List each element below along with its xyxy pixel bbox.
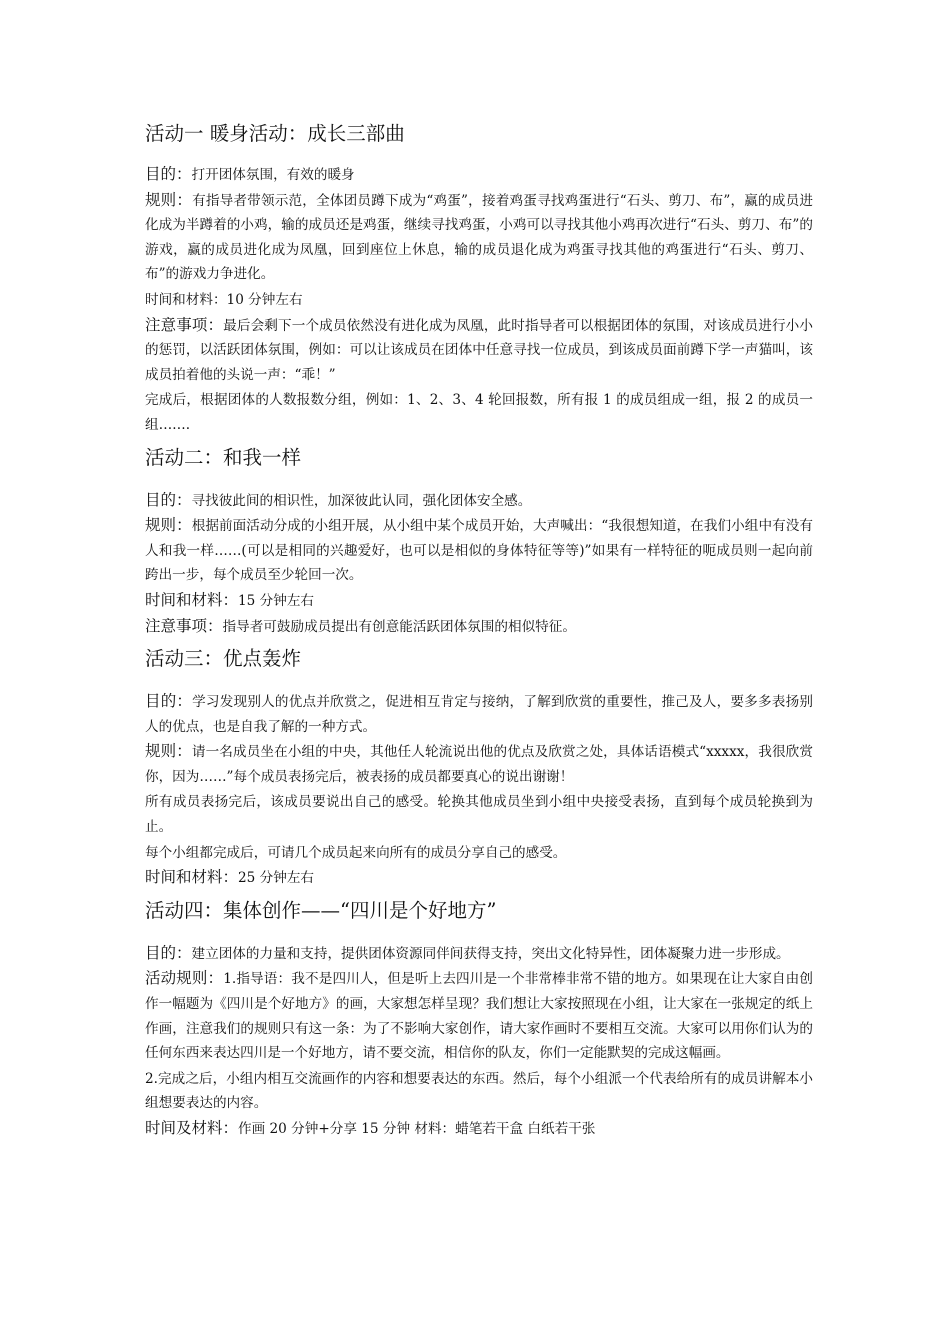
activity-4-title: 活动四：集体创作——“四川是个好地方”: [145, 898, 497, 922]
text: 学习发现别人的优点并欣赏之，促进相互肯定与接纳，了解到欣赏的重要性，推己及人，要多多表扬别人的优点，也是自我了解的一种方式。: [145, 694, 813, 735]
label: 规则：: [145, 516, 192, 535]
activity-2-time: [145, 588, 813, 614]
activity-2-title: 活动二：和我一样: [145, 445, 302, 469]
activity-2-rules: [145, 513, 813, 588]
text: 指导者可鼓励成员提出有创意能活跃团体氛围的相似特征。: [222, 618, 576, 635]
activity-3-share: [145, 840, 813, 866]
activity-3-time: [145, 865, 813, 891]
text: 完成后，根据团体的人数报数分组，例如：1、2、3、4 轮回报数，所有报 1 的成员组成一组，报 2 的成员一组…….: [145, 392, 813, 433]
text: 1.指导语：我不是四川人，但是听上去四川是一个非常棒非常不错的地方。如果现在让大家自由创作一幅题为《四川是个好地方》的画，大家想怎样呈现？我们想让大家按照现在小组，让大家在一张规定的纸上作画，注意我们的规则只有这一条：为了不影响大家创作，请大家作画时不要相互交流。大家可以用你们认为的任何东西来表达四川是一个好地方，请不要交流，相信你的队友，你们一定能默契的完成这幅画。: [145, 971, 813, 1062]
document-body: [145, 120, 813, 1142]
text: 15 分钟左右: [238, 592, 315, 609]
text: 寻找彼此间的相识性，加深彼此认同，强化团体安全感。: [191, 492, 532, 509]
activity-1-purpose: [145, 162, 813, 188]
text: 每个小组都完成后，可请几个成员起来向所有的成员分享自己的感受。: [145, 844, 567, 861]
text: 所有成员表扬完后，该成员要说出自己的感受。轮换其他成员坐到小组中央接受表扬，直到每个成员轮换到为止。: [145, 794, 813, 836]
activity-1-notes: [145, 313, 813, 388]
label: 规则：: [145, 190, 193, 209]
activity-4-purpose: [145, 941, 813, 967]
label: 目的：: [145, 943, 192, 962]
activity-1-after: [145, 387, 813, 437]
text: 2.完成之后，小组内相互交流画作的内容和想要表达的东西。然后，每个小组派一个代表给所有的成员讲解本小组想要表达的内容。: [145, 1070, 813, 1112]
text: 有指导者带领示范，全体团员蹲下成为“鸡蛋”，接着鸡蛋寻找鸡蛋进行“石头、剪刀、布”，赢的成员进化成为半蹲着的小鸡，输的成员还是鸡蛋，继续寻找鸡蛋，小鸡可以寻找其他小鸡再次进行“石头、剪刀、布”的游戏，赢的成员进化成为凤凰，回到座位上休息，输的成员退化成为鸡蛋寻找其他的鸡蛋进行“石头、剪刀、布”的游戏力争进化。: [145, 192, 813, 283]
text: 请一名成员坐在小组的中央，其他任人轮流说出他的优点及欣赏之处，具体话语模式“xxxxx，我很欣赏你，因为……”每个成员表扬完后，被表扬的成员都要真心的说出谢谢！: [145, 744, 813, 785]
label: 活动规则：: [145, 969, 224, 988]
text: 25 分钟左右: [238, 870, 315, 887]
activity-2-notes: [145, 614, 813, 640]
text: 最后会剩下一个成员依然没有进化成为凤凰，此时指导者可以根据团体的氛围，对该成员进行小小的惩罚，以活跃团体氛围，例如：可以让该成员在团体中任意寻找一位成员，到该成员面前蹲下学一声猫叫，该成员拍着他的头说一声：“乖！”: [145, 317, 813, 383]
label: 目的：: [145, 165, 192, 183]
activity-1-rules: [145, 188, 813, 287]
label: 注意事项：: [145, 315, 224, 334]
label: 目的：: [145, 490, 192, 509]
activity-3-title: 活动三：优点轰炸: [145, 647, 302, 671]
text: 打开团体氛围，有效的暖身: [191, 167, 355, 183]
label: 时间和材料：: [145, 590, 239, 609]
activity-1-time: [145, 287, 813, 313]
label: 规则：: [145, 742, 192, 761]
activity-3-purpose: [145, 689, 813, 739]
activity-1-title: 活动一 暖身活动：成长三部曲: [145, 122, 405, 145]
label: 注意事项：: [145, 616, 223, 635]
activity-3-rotation: [145, 789, 813, 839]
text: 建立团体的力量和支持，提供团体资源同伴间获得支持，突出文化特异性，团体凝聚力进一步形成。: [191, 945, 790, 962]
activity-2-purpose: [145, 488, 813, 514]
text: 时间和材料：10 分钟左右: [145, 291, 303, 308]
label: 目的：: [145, 692, 193, 711]
label: 时间及材料：: [145, 1119, 239, 1137]
text: 作画 20 分钟+分享 15 分钟 材料：蜡笔若干盒 白纸若干张: [238, 1121, 596, 1137]
activity-4-time: [145, 1116, 813, 1142]
text: 根据前面活动分成的小组开展，从小组中某个成员开始，大声喊出：“我很想知道，在我们小组中有没有人和我一样……(可以是相同的兴趣爱好，也可以是相似的身体特征等等)”如果有一样特征的呃成员则一起向前跨出一步，每个成员至少轮回一次。: [145, 518, 813, 584]
activity-3-rules: [145, 739, 813, 789]
activity-4-rules: [145, 966, 813, 1065]
label: 时间和材料：: [145, 868, 239, 887]
activity-4-after: [145, 1066, 813, 1116]
